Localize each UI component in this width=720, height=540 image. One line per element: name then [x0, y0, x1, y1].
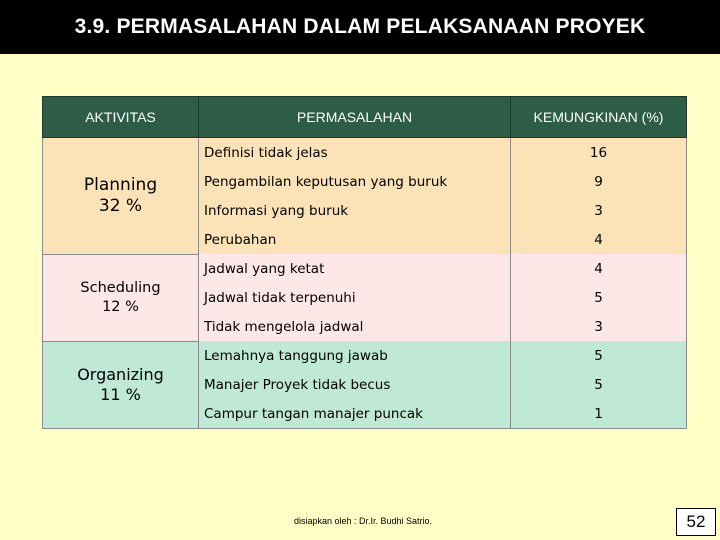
slide-title-bar — [0, 0, 720, 54]
table-header-row — [43, 97, 687, 138]
activity-planning — [43, 138, 199, 255]
header-kemungkinan: KEMUNGKINAN (%) — [511, 97, 687, 138]
table-row — [43, 138, 687, 168]
activity-name: Planning — [83, 174, 158, 195]
activity-name: Scheduling — [80, 280, 161, 297]
problem-cell: Definisi tidak jelas — [199, 138, 511, 168]
problem-cell: Jadwal yang ketat — [199, 254, 511, 283]
value-cell: 16 — [511, 138, 687, 168]
header-permasalahan: PERMASALAHAN — [199, 97, 511, 138]
value-cell: 4 — [511, 254, 687, 283]
problem-cell: Perubahan — [199, 225, 511, 254]
value-cell: 3 — [511, 196, 687, 225]
value-cell: 3 — [511, 312, 687, 341]
problem-cell: Campur tangan manajer puncak — [199, 399, 511, 429]
activity-percent: 12 % — [102, 298, 139, 315]
activity-scheduling — [43, 254, 199, 341]
value-cell: 4 — [511, 225, 687, 254]
activity-percent: 32 % — [98, 195, 143, 216]
problem-cell: Pengambilan keputusan yang buruk — [199, 167, 511, 196]
table-row — [43, 254, 687, 283]
activity-name: Organizing — [77, 364, 164, 384]
header-aktivitas: AKTIVITAS — [43, 97, 199, 138]
problem-cell: Tidak mengelola jadwal — [199, 312, 511, 341]
value-cell: 1 — [511, 399, 687, 429]
table-row — [43, 341, 687, 370]
problem-cell: Lemahnya tanggung jawab — [199, 341, 511, 370]
problem-cell: Informasi yang buruk — [199, 196, 511, 225]
value-cell: 5 — [511, 341, 687, 370]
footer-credit: disiapkan oleh : Dr.Ir. Budhi Satrio. — [293, 516, 433, 526]
value-cell: 9 — [511, 167, 687, 196]
page-number: 52 — [676, 508, 716, 536]
slide-title: 3.9. PERMASALAHAN DALAM PELAKSANAAN PROYEK — [74, 15, 646, 38]
activity-percent: 11 % — [100, 384, 141, 404]
activity-organizing — [43, 341, 199, 429]
value-cell: 5 — [511, 283, 687, 312]
problem-cell: Jadwal tidak terpenuhi — [199, 283, 511, 312]
value-cell: 5 — [511, 370, 687, 399]
problem-cell: Manajer Proyek tidak becus — [199, 370, 511, 399]
problems-table — [42, 96, 687, 429]
